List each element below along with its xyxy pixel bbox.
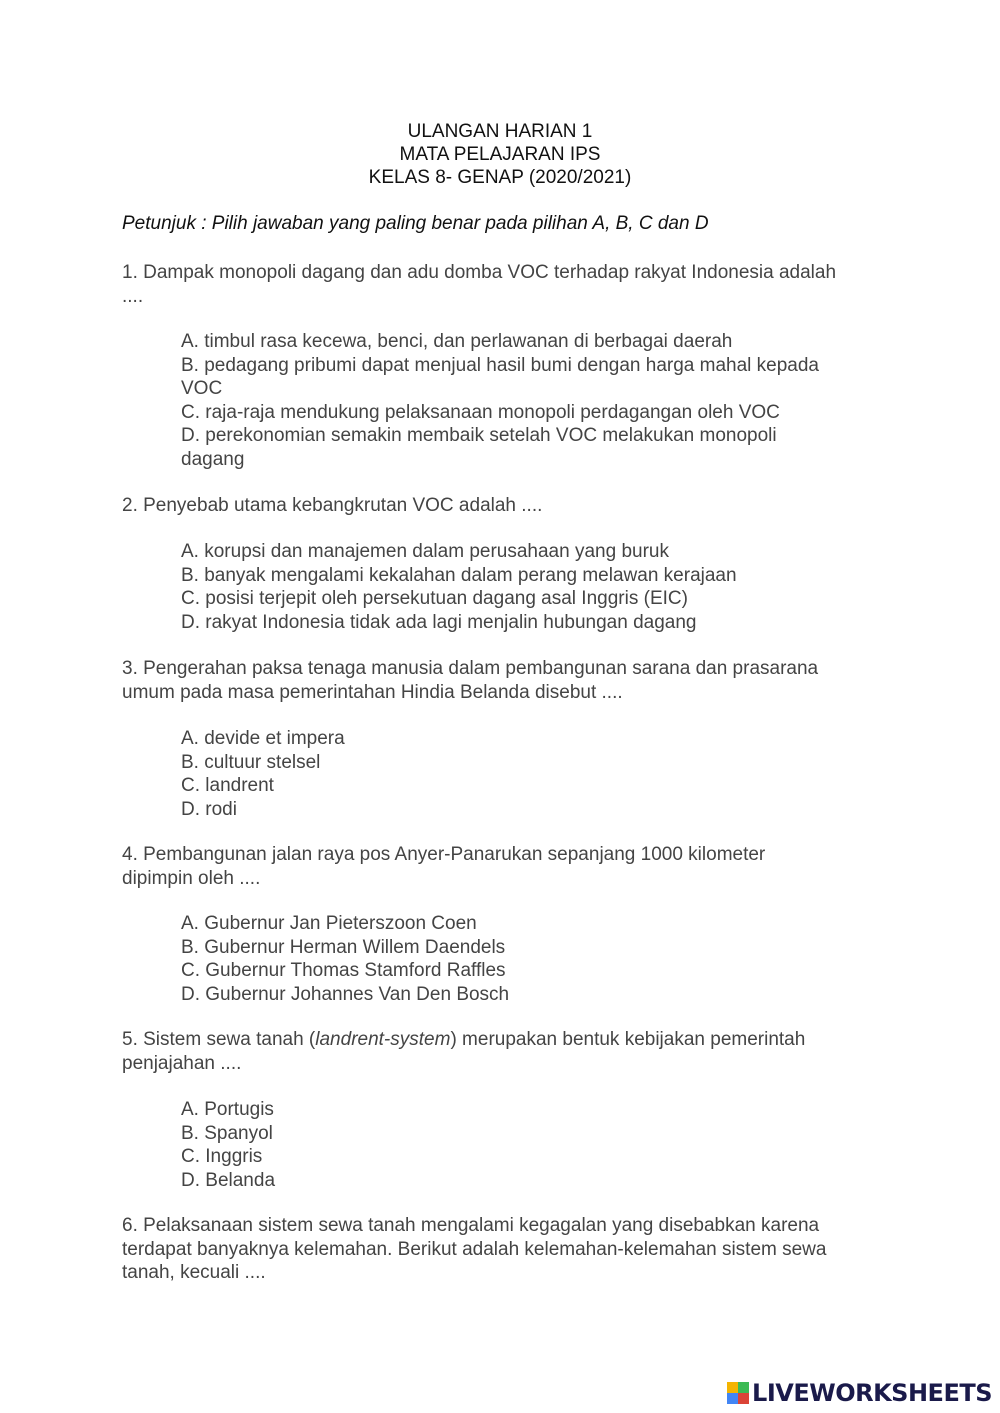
header-title: ULANGAN HARIAN 1 <box>407 121 593 142</box>
question-6 <box>122 1214 892 1285</box>
question-5 <box>122 1028 892 1075</box>
question-stem: 6. Pelaksanaan sistem sewa tanah mengalami kegagalan yang disebabkan karena <box>122 1215 820 1236</box>
option-c[interactable]: C. Gubernur Thomas Stamford Raffles <box>181 960 506 981</box>
option-c[interactable]: C. Inggris <box>181 1146 263 1167</box>
option-a[interactable]: A. devide et impera <box>181 728 345 749</box>
liveworksheets-logo[interactable] <box>727 1378 992 1408</box>
option-b[interactable]: B. banyak mengalami kekalahan dalam perang melawan kerajaan <box>181 564 737 586</box>
question-stem-cont: dipimpin oleh .... <box>122 867 261 889</box>
question-1-options <box>181 330 881 471</box>
question-1 <box>122 261 892 308</box>
logo-square-3 <box>727 1393 738 1404</box>
question-2-options <box>181 540 881 634</box>
question-stem-cont: penjajahan .... <box>122 1052 242 1074</box>
option-b[interactable]: B. pedagang pribumi dapat menjual hasil bumi dengan harga mahal kepada <box>181 354 819 376</box>
option-a[interactable]: A. Portugis <box>181 1099 274 1120</box>
logo-text: LIVEWORKSHEETS <box>752 1379 992 1407</box>
question-5-options <box>181 1098 881 1192</box>
question-2 <box>122 494 892 518</box>
option-b[interactable]: B. cultuur stelsel <box>181 751 321 773</box>
logo-square-4 <box>738 1393 749 1404</box>
option-a[interactable]: A. Gubernur Jan Pieterszoon Coen <box>181 913 477 934</box>
question-4 <box>122 843 892 890</box>
option-b[interactable]: B. Gubernur Herman Willem Daendels <box>181 936 506 958</box>
instruction-text: Petunjuk : Pilih jawaban yang paling benar pada pilihan A, B, C dan D <box>122 213 709 234</box>
question-stem: 2. Penyebab utama kebangkrutan VOC adalah .... <box>122 495 543 516</box>
header-class: KELAS 8- GENAP (2020/2021) <box>368 167 632 188</box>
option-a[interactable]: A. timbul rasa kecewa, benci, dan perlawanan di berbagai daerah <box>181 331 733 352</box>
worksheet-header <box>0 120 1000 189</box>
logo-square-1 <box>727 1382 738 1393</box>
option-a[interactable]: A. korupsi dan manajemen dalam perusahaan yang buruk <box>181 541 669 562</box>
header-subject: MATA PELAJARAN IPS <box>399 144 601 165</box>
question-stem-cont: tanah, kecuali .... <box>122 1262 266 1283</box>
question-stem-cont: terdapat banyaknya kelemahan. Berikut adalah kelemahan-kelemahan sistem sewa <box>122 1238 827 1260</box>
question-stem-italic: landrent-system <box>315 1029 451 1050</box>
question-3 <box>122 657 892 704</box>
liveworksheets-logo-icon <box>727 1382 749 1404</box>
question-stem: 4. Pembangunan jalan raya pos Anyer-Panarukan sepanjang 1000 kilometer <box>122 844 766 865</box>
question-3-options <box>181 727 881 821</box>
question-stem: 1. Dampak monopoli dagang dan adu domba VOC terhadap rakyat Indonesia adalah <box>122 262 837 283</box>
option-b[interactable]: B. Spanyol <box>181 1122 273 1144</box>
option-b-cont[interactable]: VOC <box>181 378 223 399</box>
question-4-options <box>181 912 881 1006</box>
option-d[interactable]: D. Belanda <box>181 1169 276 1191</box>
option-d[interactable]: D. Gubernur Johannes Van Den Bosch <box>181 983 510 1005</box>
option-c[interactable]: C. landrent <box>181 775 274 796</box>
question-stem-post: ) merupakan bentuk kebijakan pemerintah <box>450 1029 806 1050</box>
option-d[interactable]: D. rodi <box>181 798 237 820</box>
option-d-cont[interactable]: dagang <box>181 448 245 470</box>
question-stem-pre: 5. Sistem sewa tanah ( <box>122 1029 316 1050</box>
question-stem-cont: umum pada masa pemerintahan Hindia Belanda disebut .... <box>122 681 623 703</box>
option-c[interactable]: C. posisi terjepit oleh persekutuan dagang asal Inggris (EIC) <box>181 588 688 609</box>
option-c[interactable]: C. raja-raja mendukung pelaksanaan monopoli perdagangan oleh VOC <box>181 401 780 423</box>
option-d[interactable]: D. rakyat Indonesia tidak ada lagi menjalin hubungan dagang <box>181 611 697 633</box>
logo-square-2 <box>738 1382 749 1393</box>
option-d[interactable]: D. perekonomian semakin membaik setelah VOC melakukan monopoli <box>181 425 777 446</box>
question-stem: 3. Pengerahan paksa tenaga manusia dalam pembangunan sarana dan prasarana <box>122 658 819 679</box>
question-stem <box>122 1028 892 1052</box>
question-stem-cont: .... <box>122 285 144 307</box>
